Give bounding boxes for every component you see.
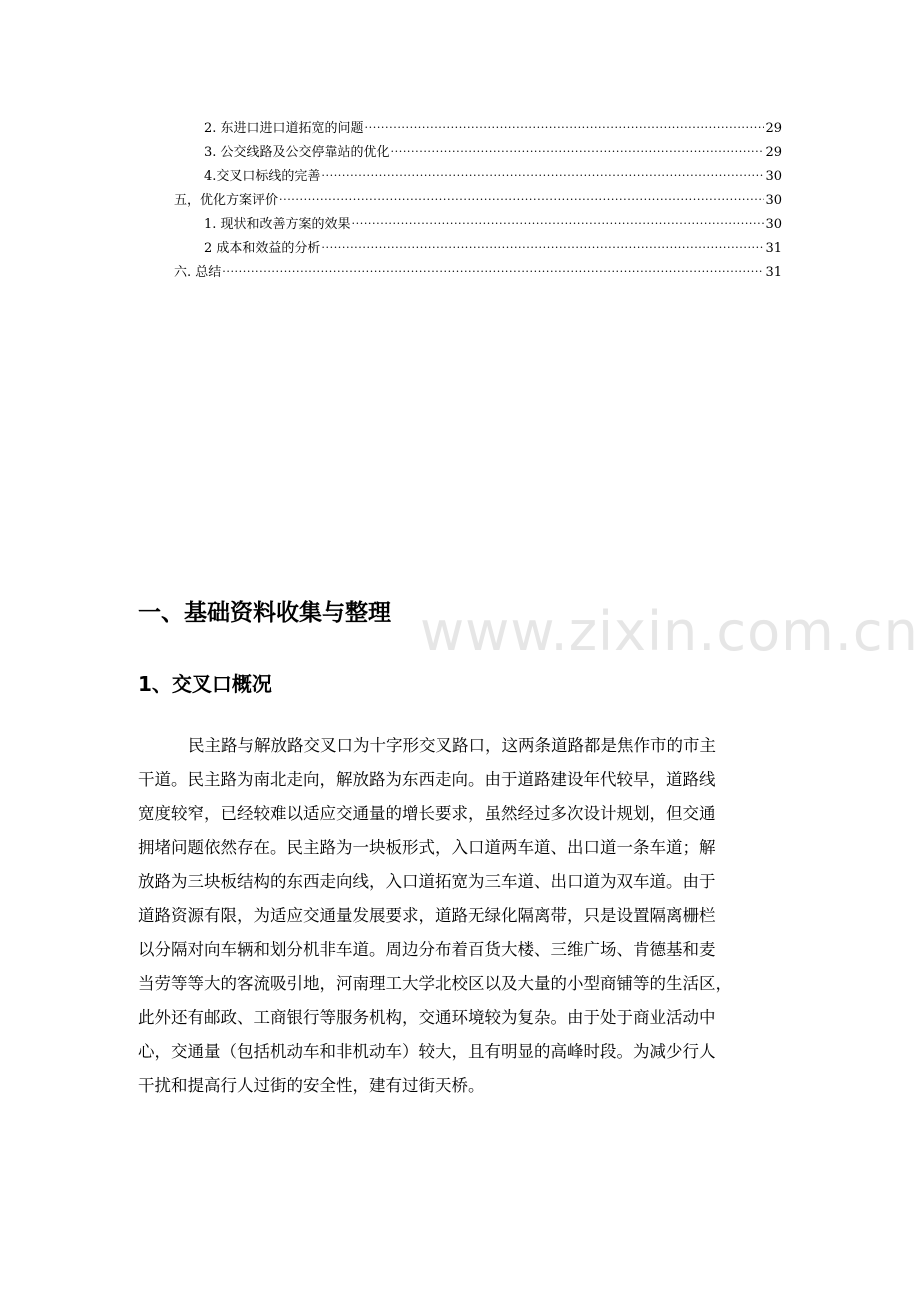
toc-entry[interactable] [204, 116, 782, 136]
toc-leader-dots [391, 140, 765, 156]
toc-entry[interactable] [204, 236, 782, 256]
toc-entry-label: 六. 总结 [174, 265, 222, 280]
toc-entry[interactable] [204, 212, 782, 232]
toc-entry-label: 4.交叉口标线的完善 [204, 169, 321, 184]
paragraph-line: 当劳等等大的客流吸引地，河南理工大学北校区以及大量的小型商铺等的生活区， [138, 974, 732, 993]
toc-entry-label: 2. 东进口进口道拓宽的问题 [204, 121, 364, 136]
section-heading: 一、基础资料收集与整理 [138, 600, 391, 626]
paragraph-line: 干扰和提高行人过街的安全性，建有过街天桥。 [138, 1076, 485, 1095]
toc-entry-label: 2 成本和效益的分析 [204, 241, 321, 256]
toc-entry-page: 30 [765, 169, 782, 184]
toc-entry-label: 3. 公交线路及公交停靠站的优化 [204, 145, 390, 160]
toc-entry-page: 31 [765, 265, 782, 280]
paragraph-line: 拥堵问题依然存在。民主路为一块板形式，入口道两车道、出口道一条车道；解 [138, 838, 716, 857]
toc-leader-dots [222, 260, 764, 276]
paragraph-line: 此外还有邮政、工商银行等服务机构，交通环境较为复杂。由于处于商业活动中 [138, 1008, 716, 1027]
toc-entry-page: 30 [765, 217, 782, 232]
toc-entry[interactable] [204, 164, 782, 184]
subsection-heading: 1、交叉口概况 [138, 672, 272, 696]
toc-leader-dots [279, 188, 764, 204]
toc-leader-dots [365, 116, 765, 132]
toc-entry-page: 29 [765, 145, 782, 160]
toc-entry[interactable] [174, 260, 782, 280]
watermark: www.zixin.com.cn [420, 600, 919, 663]
paragraph-line: 道路资源有限，为适应交通量发展要求，道路无绿化隔离带，只是设置隔离栅栏 [138, 906, 716, 925]
paragraph-line: 放路为三块板结构的东西走向线，入口道拓宽为三车道、出口道为双车道。由于 [138, 872, 716, 891]
toc-leader-dots [352, 212, 765, 228]
toc-entry-label: 五，优化方案评价 [174, 193, 279, 208]
toc-entry[interactable] [174, 188, 782, 208]
paragraph-line: 民主路与解放路交叉口为十字形交叉路口，这两条道路都是焦作市的市主 [188, 736, 716, 755]
paragraph-line: 以分隔对向车辆和划分机非车道。周边分布着百货大楼、三维广场、肯德基和麦 [138, 940, 716, 959]
toc-leader-dots [321, 164, 764, 180]
toc-leader-dots [321, 236, 764, 252]
paragraph-line: 宽度较窄，已经较难以适应交通量的增长要求，虽然经过多次设计规划，但交通 [138, 804, 716, 823]
toc-entry-page: 29 [765, 121, 782, 136]
toc-entry-page: 31 [765, 241, 782, 256]
toc-entry-page: 30 [765, 193, 782, 208]
toc-entry-label: 1. 现状和改善方案的效果 [204, 217, 351, 232]
paragraph-line: 心，交通量（包括机动车和非机动车）较大，且有明显的高峰时段。为减少行人 [138, 1042, 716, 1061]
toc-entry[interactable] [204, 140, 782, 160]
paragraph-line: 干道。民主路为南北走向，解放路为东西走向。由于道路建设年代较早，道路线 [138, 770, 716, 789]
